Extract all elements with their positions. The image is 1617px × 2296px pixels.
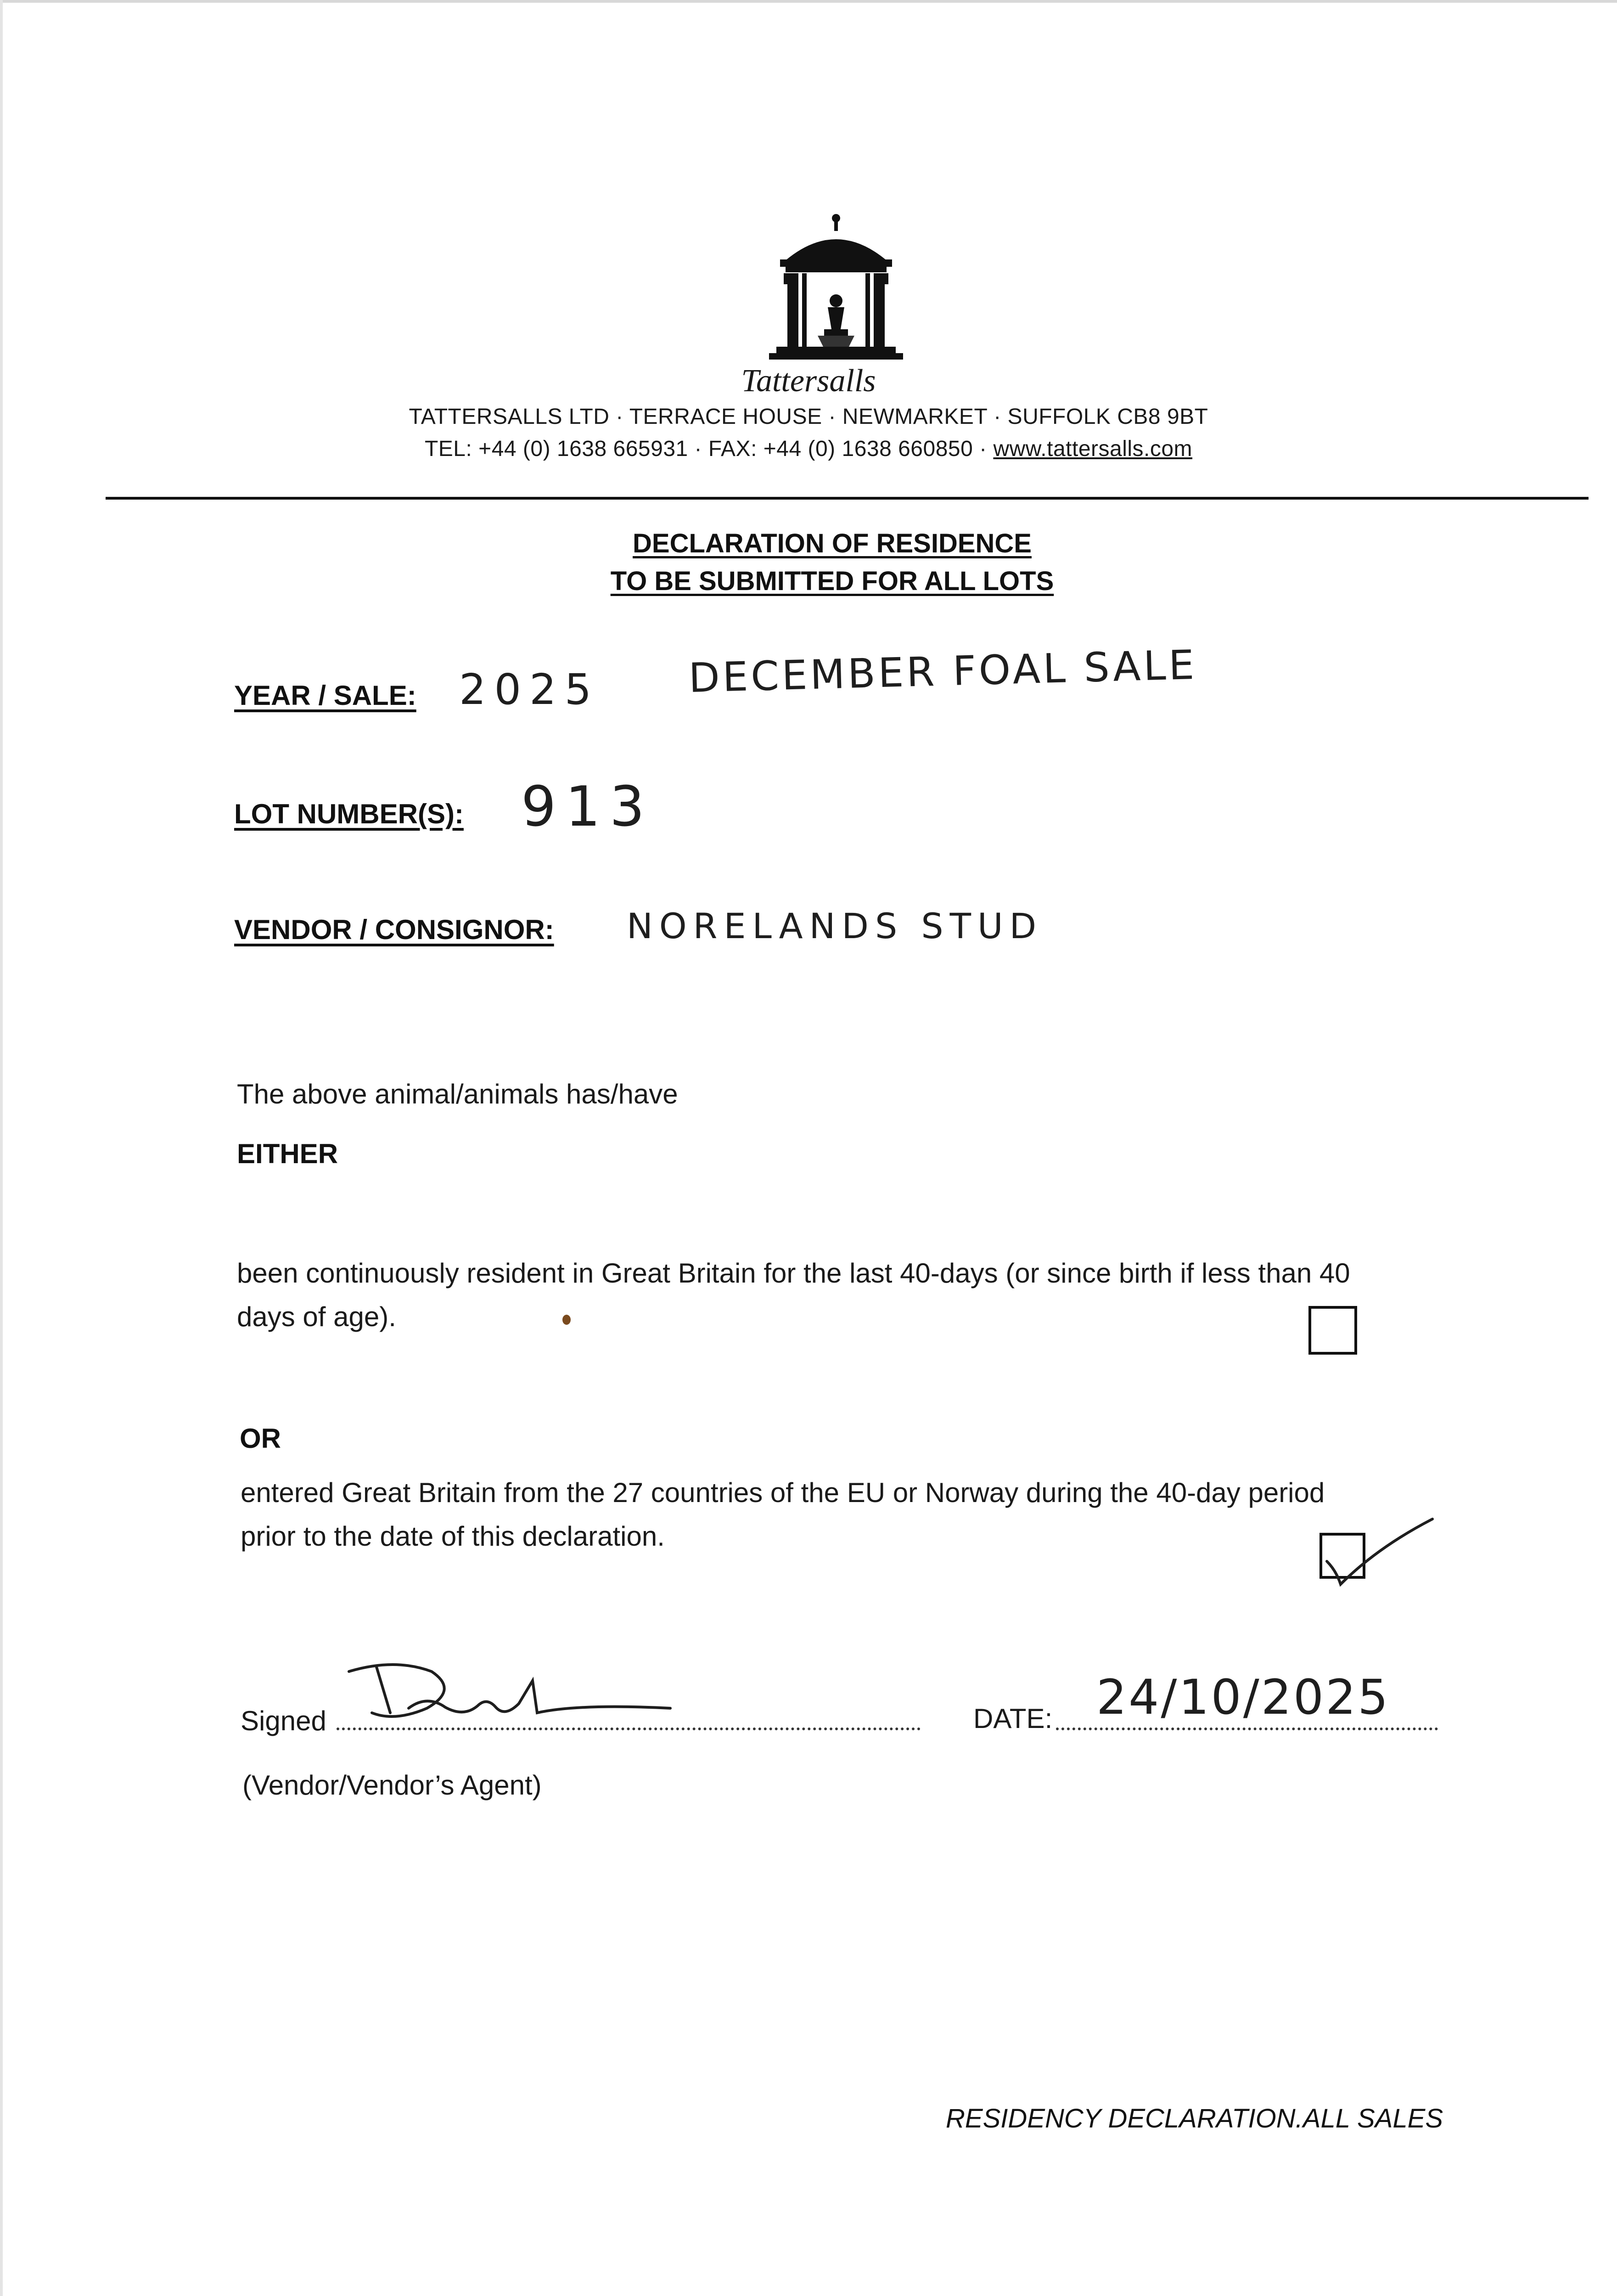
- handwritten-signature[interactable]: [340, 1653, 698, 1745]
- lot-number-label: LOT NUMBER(S):: [234, 799, 464, 829]
- form-title: DECLARATION OF RESIDENCE: [633, 529, 1032, 558]
- date-line: [1056, 1728, 1438, 1730]
- role-label: (Vendor/Vendor’s Agent): [242, 1770, 542, 1801]
- temple-dome-icon: [767, 209, 905, 365]
- brand-name: Tattersalls: [741, 363, 876, 399]
- option2-line2: prior to the date of this declaration.: [241, 1521, 665, 1552]
- date-label: DATE:: [973, 1703, 1053, 1734]
- option1-line1: been continuously resident in Great Britain for the last 40-days (or since birth if less than 40: [237, 1258, 1350, 1289]
- tattersalls-logo: [767, 209, 905, 365]
- scan-left-edge: [0, 0, 3, 2296]
- either-label: EITHER: [237, 1138, 338, 1169]
- year-value[interactable]: 2025: [459, 665, 600, 714]
- scan-top-edge: [0, 0, 1617, 3]
- header-divider: [106, 497, 1589, 500]
- or-label: OR: [240, 1423, 281, 1454]
- intro-text: The above animal/animals has/have: [237, 1079, 678, 1109]
- document-reference: RESIDENCY DECLARATION.ALL SALES: [946, 2104, 1443, 2133]
- lot-number-value[interactable]: 913: [521, 775, 654, 839]
- option2-line1: entered Great Britain from the 27 countries of the EU or Norway during the 40-day period: [241, 1477, 1325, 1508]
- form-subtitle: TO BE SUBMITTED FOR ALL LOTS: [610, 566, 1054, 596]
- website-link[interactable]: www.tattersalls.com: [993, 437, 1193, 461]
- scan-speck: [562, 1315, 571, 1325]
- date-value[interactable]: 24/10/2025: [1096, 1669, 1390, 1725]
- vendor-label: VENDOR / CONSIGNOR:: [234, 914, 554, 945]
- year-sale-label: YEAR / SALE:: [234, 680, 416, 711]
- option1-line2: days of age).: [237, 1301, 396, 1332]
- company-address: TATTERSALLS LTD · TERRACE HOUSE · NEWMARKET · SUFFOLK CB8 9BT: [409, 405, 1208, 429]
- phone-fax: TEL: +44 (0) 1638 665931 · FAX: +44 (0) 1638 660850 ·: [424, 437, 994, 461]
- sale-value[interactable]: DECEMBER FOAL SALE: [688, 641, 1198, 702]
- contact-line: [0, 436, 1617, 461]
- checkmark-icon: [1313, 1511, 1442, 1593]
- signed-label: Signed: [241, 1705, 326, 1736]
- option1-checkbox[interactable]: [1308, 1306, 1357, 1355]
- vendor-value[interactable]: NORELANDS STUD: [627, 906, 1043, 946]
